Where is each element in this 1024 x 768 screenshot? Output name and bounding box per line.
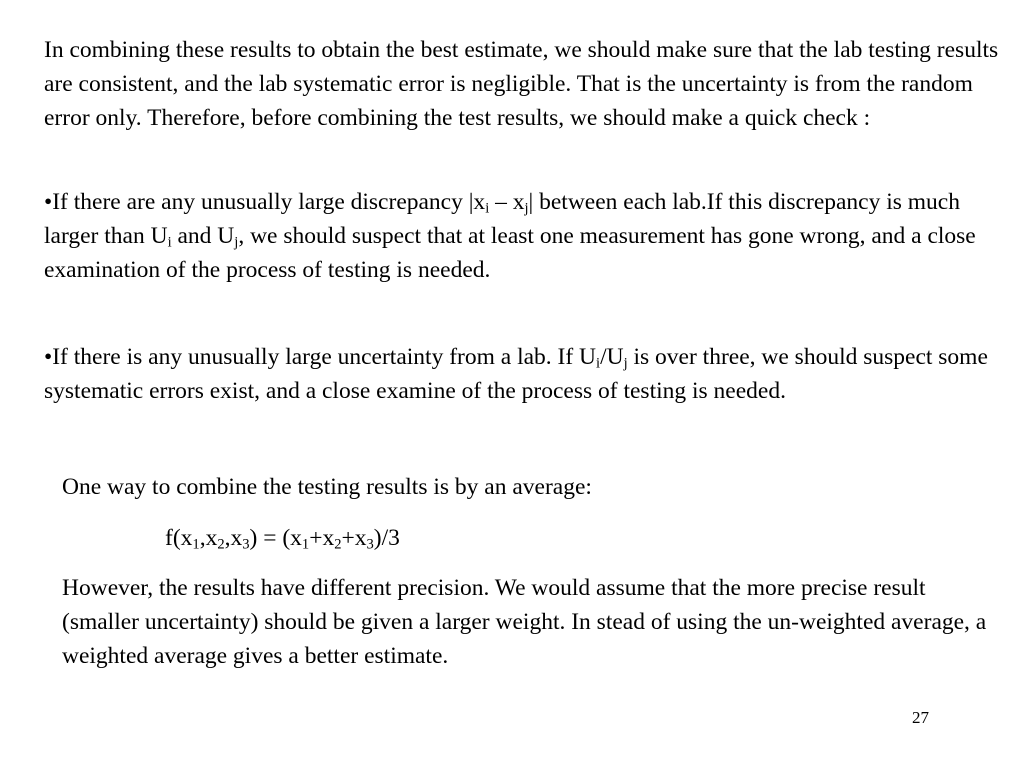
bullet2-text-2: /U [600, 344, 624, 370]
bullet2-text-1: •If there is any unusually large uncertainty from a lab. If U [44, 344, 597, 370]
bullet1-text-4: and U [171, 223, 235, 249]
bullet1-sub-i2: i [167, 234, 172, 251]
formula-equals: ) = (x [249, 525, 302, 551]
bullet2-text-3: is over three, we should suspect some systematic errors exist, and a close examine of the process of testing is needed. [44, 344, 988, 404]
formula-end: )/3 [373, 525, 400, 551]
bullet1-text-2: – x [489, 189, 525, 215]
bullet2-sub-j: j [623, 355, 628, 372]
bullet1-sub-j2: j [234, 234, 239, 251]
average-formula [165, 521, 765, 555]
formula-sub-1: 1 [192, 536, 200, 553]
intro-text: In combining these results to obtain the best estimate, we should make sure that the lab testing results are consistent, and the lab systematic error is negligible. That is the uncertainty is from the random error only. Therefore, before combining the test results, we should make a quick check : [44, 37, 999, 131]
average-text: One way to combine the testing results is by an average: [62, 474, 592, 500]
bullet1-sub-i: i [485, 200, 490, 217]
bullet1-text-5: , we should suspect that at least one measurement has gone wrong, and a close examination of the process of testing is needed. [44, 223, 976, 283]
formula-sub-4: 1 [301, 536, 310, 553]
page-number: 27 [912, 708, 929, 727]
bullet1-text-3: | between each lab.If this discrepancy is much larger than U [44, 189, 960, 249]
precision-text: However, the results have different precision. We would assume that the more precise result (smaller uncertainty) should be given a larger weight. In stead of using the un-weighted average, a weighted average gives a better estimate. [62, 575, 987, 669]
bullet2-sub-i: i [596, 355, 601, 372]
bullet-uncertainty [44, 340, 1004, 408]
formula-comma-1: ,x [199, 525, 218, 551]
precision-paragraph [62, 571, 992, 673]
average-paragraph [62, 470, 962, 504]
formula-plus-2: +x [341, 525, 367, 551]
bullet-discrepancy [44, 185, 1004, 287]
intro-paragraph [44, 33, 1019, 135]
bullet1-sub-j: j [524, 200, 529, 217]
formula-sub-5: 2 [334, 536, 342, 553]
formula-comma-2: ,x [224, 525, 243, 551]
formula-plus-1: +x [309, 525, 335, 551]
formula-sub-2: 2 [217, 536, 225, 553]
formula-sub-3: 3 [242, 536, 250, 553]
formula-sub-6: 3 [366, 536, 374, 553]
bullet1-text-1: •If there are any unusually large discrepancy |x [44, 189, 486, 215]
formula-f: f(x [165, 525, 193, 551]
